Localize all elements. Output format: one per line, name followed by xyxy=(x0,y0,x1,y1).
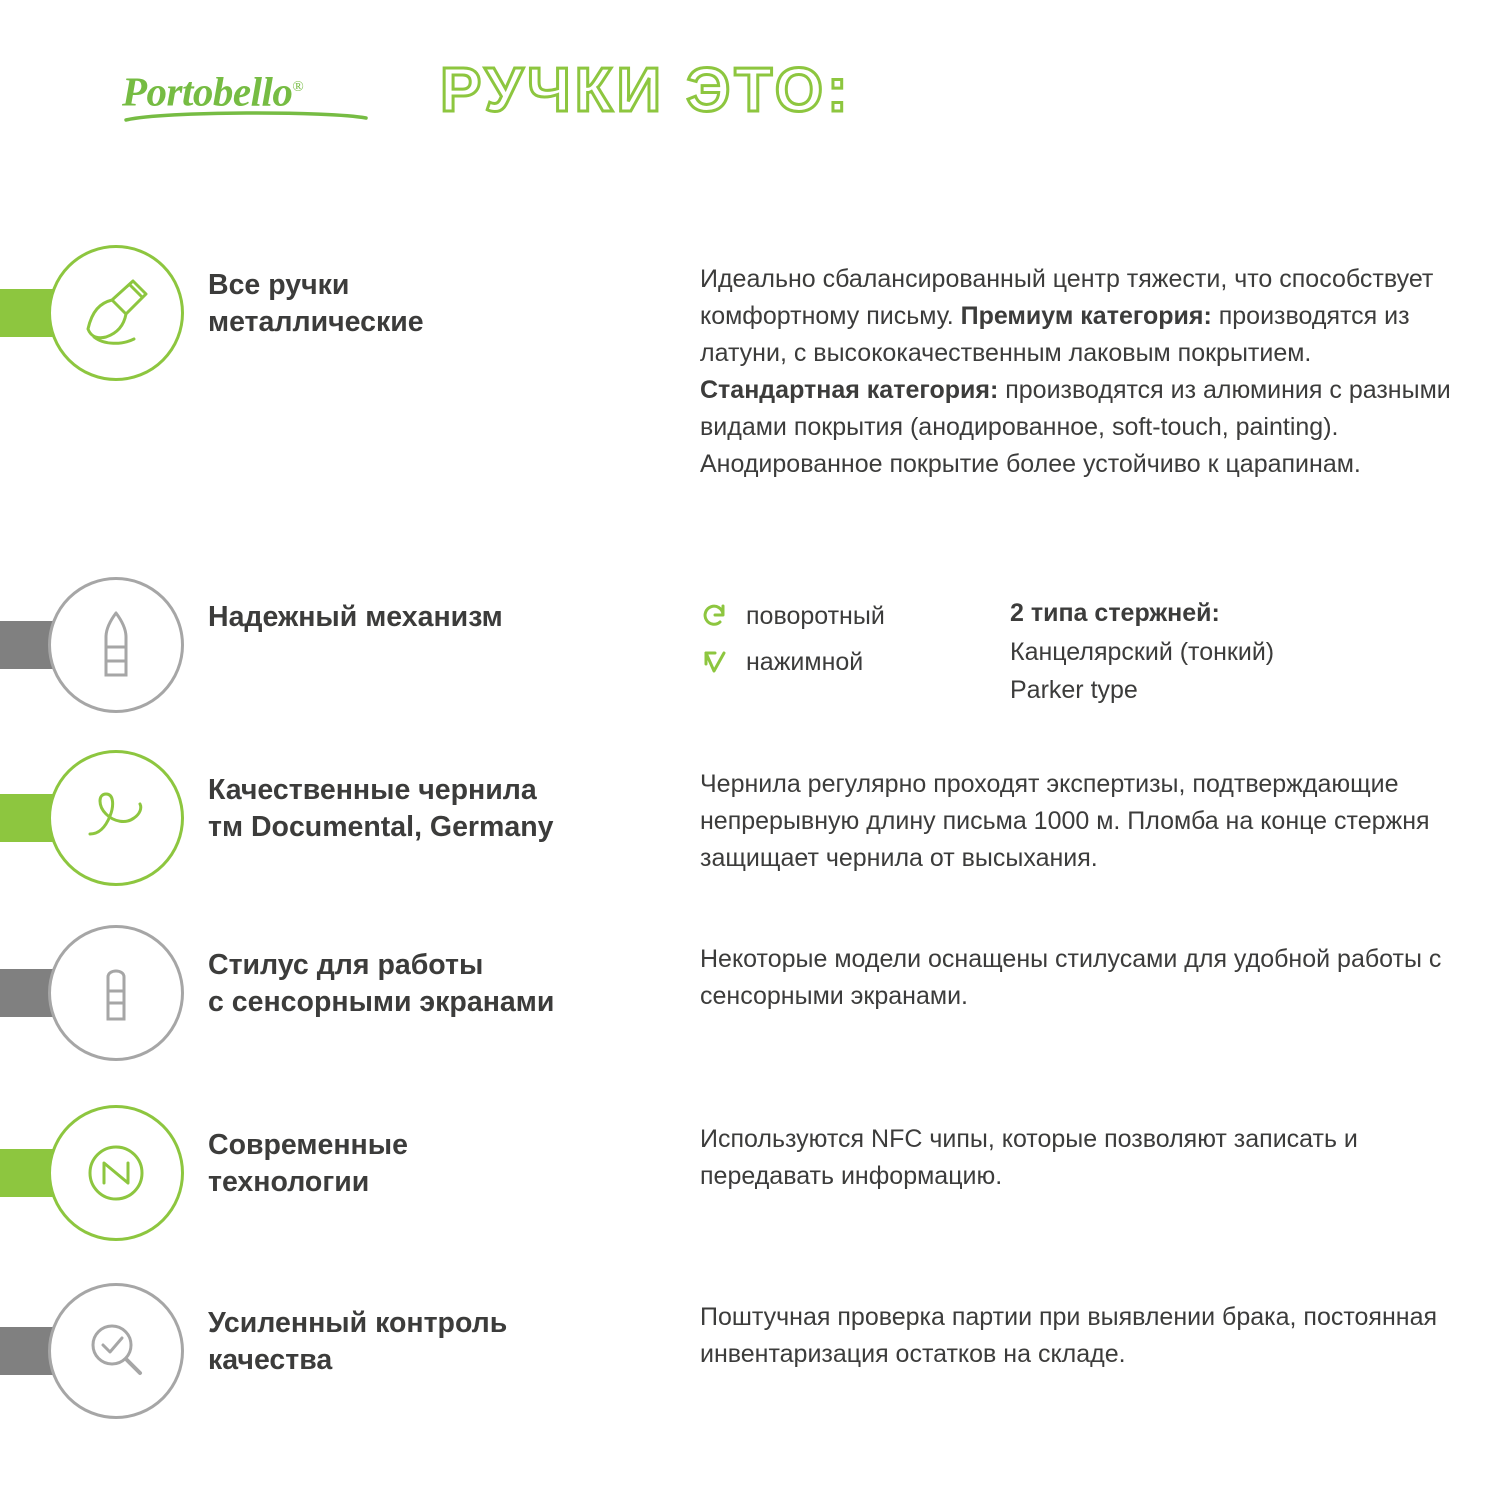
feature-title-line: Все ручки xyxy=(208,269,350,301)
feature-title xyxy=(208,267,678,341)
registered-mark: ® xyxy=(292,79,304,95)
logo-swoosh-icon xyxy=(124,109,368,125)
page-header xyxy=(0,55,1500,165)
feature-title-line: с сенсорными экранами xyxy=(208,986,555,1018)
pen-tip-icon xyxy=(70,599,162,691)
icon-badge xyxy=(48,750,184,886)
feature-title-line: металлические xyxy=(208,306,424,338)
feature-title xyxy=(208,772,678,846)
refill-types xyxy=(1010,593,1480,709)
refill-type-item: Канцелярский (тонкий) xyxy=(1010,638,1275,666)
page-title: РУЧКИ ЭТО: xyxy=(440,56,852,125)
mechanism-list xyxy=(700,593,1030,685)
list-item xyxy=(700,639,1030,685)
feature-title-line: качества xyxy=(208,1344,333,1376)
feature-description: Некоторые модели оснащены стилусами для удобной работы с сенсорными экранами. xyxy=(700,945,1442,1010)
ink-scribble-icon xyxy=(70,772,162,864)
feature-title xyxy=(208,947,678,1021)
stylus-icon xyxy=(70,947,162,1039)
feature-description: Используются NFC чипы, которые позволяют записать и передавать информацию. xyxy=(700,1125,1358,1190)
feature-title-line: технологии xyxy=(208,1166,370,1198)
feature-title-line: Надежный механизм xyxy=(208,601,503,633)
feature-description xyxy=(700,261,1470,483)
nfc-icon xyxy=(70,1127,162,1219)
desc-part-bold: Стандартная категория: xyxy=(700,376,999,404)
desc-part: производятся из латуни, с высококачественным лаковым покрытием. xyxy=(700,302,1410,367)
icon-badge xyxy=(48,245,184,381)
feature-title-line: тм Documental, Germany xyxy=(208,811,554,843)
feature-title-line: Качественные чернила xyxy=(208,774,537,806)
desc-part: Идеально сбалансированный центр тяжести, что способствует комфортному письму. xyxy=(700,265,1434,330)
list-item-label: нажимной xyxy=(746,647,864,676)
feature-title-line: Стилус для работы xyxy=(208,949,484,981)
icon-badge xyxy=(48,1105,184,1241)
desc-part-bold: Премиум категория: xyxy=(960,302,1212,330)
brand-name: Portobello xyxy=(122,68,293,115)
feature-title xyxy=(208,1127,678,1201)
feature-title-line: Современные xyxy=(208,1129,408,1161)
icon-badge xyxy=(48,1283,184,1419)
icon-badge xyxy=(48,925,184,1061)
feature-title xyxy=(208,599,678,636)
click-arrow-icon xyxy=(700,647,746,677)
list-item-label: поворотный xyxy=(746,601,885,630)
brand-logo xyxy=(122,63,372,133)
feature-title xyxy=(208,1305,678,1379)
refill-types-header: 2 типа стержней: xyxy=(1010,599,1220,627)
magnifier-check-icon xyxy=(70,1305,162,1397)
feature-description: Чернила регулярно проходят экспертизы, подтверждающие непрерывную длину письма 1000 м. Пломба на конце стержня защищает чернила от высыхания. xyxy=(700,770,1430,872)
brand-logo-text xyxy=(122,63,372,116)
feature-description: Поштучная проверка партии при выявлении брака, постоянная инвентаризация остатков на складе. xyxy=(700,1303,1438,1368)
feature-title-line: Усиленный контроль xyxy=(208,1307,508,1339)
twist-arrow-icon xyxy=(700,601,746,631)
hand-writing-pen-icon xyxy=(70,267,162,359)
list-item xyxy=(700,593,1030,639)
refill-type-item: Parker type xyxy=(1010,676,1138,704)
desc-part: производятся из алюминия с разными видами покрытия (анодированное, soft-touch, painting). Анодированное покрытие более устойчиво к царапинам. xyxy=(700,376,1451,478)
icon-badge xyxy=(48,577,184,713)
